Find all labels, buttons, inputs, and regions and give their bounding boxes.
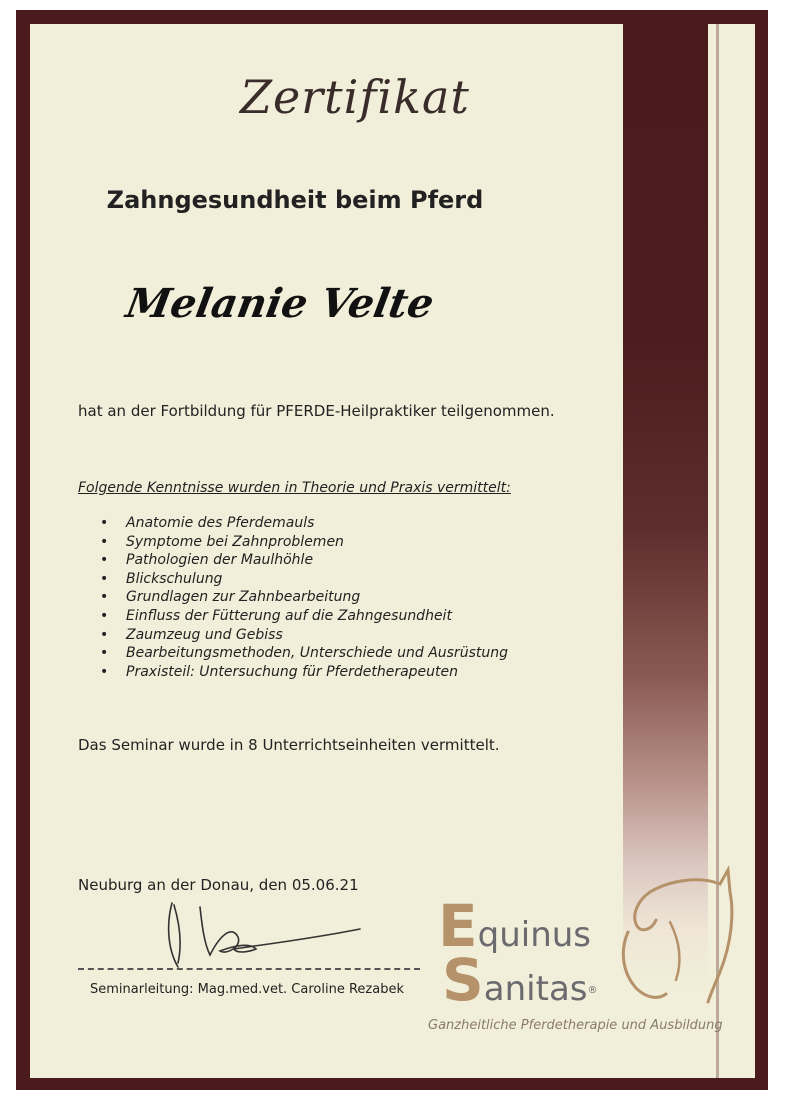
place-and-date: Neuburg an der Donau, den 05.06.21 <box>78 876 359 894</box>
bullet: • <box>100 607 109 624</box>
list-item <box>98 533 598 552</box>
topic-text: Anatomie des Pferdemauls <box>126 515 315 531</box>
list-item <box>98 514 598 533</box>
horse-head-icon <box>610 862 740 1012</box>
registered-mark: ® <box>587 985 598 996</box>
bullet: • <box>100 533 109 550</box>
bullet: • <box>100 589 109 606</box>
topic-text: Blickschulung <box>126 570 223 587</box>
course-title: Zahngesundheit beim Pferd <box>106 186 484 214</box>
certificate-title: Zertifikat <box>240 70 470 124</box>
logo-rest-quinus: quinus <box>477 915 592 955</box>
topic-text: Einfluss der Fütterung auf die Zahngesundheit <box>126 607 452 624</box>
list-item <box>98 644 598 663</box>
topics-list <box>98 514 598 681</box>
logo-cap-s: S <box>442 946 484 1014</box>
topic-text: Zaumzeug und Gebiss <box>126 626 283 643</box>
bullet: • <box>100 570 109 587</box>
list-item <box>98 626 598 645</box>
signature-scribble <box>160 895 420 975</box>
topic-text: Praxisteil: Untersuchung für Pferdetherapeuten <box>126 663 459 680</box>
equinus-sanitas-logo <box>420 862 740 1052</box>
bullet: • <box>100 645 109 662</box>
list-item <box>98 663 598 682</box>
participation-text: hat an der Fortbildung für PFERDE-Heilpraktiker teilgenommen. <box>78 402 555 420</box>
bullet: • <box>100 552 109 569</box>
bullet: • <box>100 515 109 531</box>
logo-rest-anitas: anitas <box>483 969 588 1009</box>
recipient-name: Melanie Velte <box>122 280 438 327</box>
seminar-summary: Das Seminar wurde in 8 Unterrichtseinheiten vermittelt. <box>78 736 500 754</box>
topic-text: Grundlagen zur Zahnbearbeitung <box>126 589 361 606</box>
instructor-line: Seminarleitung: Mag.med.vet. Caroline Rezabek <box>90 982 404 997</box>
logo-tagline: Ganzheitliche Pferdetherapie und Ausbildung <box>428 1018 723 1033</box>
topic-text: Pathologien der Maulhöhle <box>126 552 314 569</box>
topic-text: Symptome bei Zahnproblemen <box>126 533 344 550</box>
bullet: • <box>100 663 109 680</box>
topics-heading: Folgende Kenntnisse wurden in Theorie und Praxis vermittelt: <box>78 480 511 496</box>
logo-cap-e: E <box>438 892 478 960</box>
bullet: • <box>100 626 109 643</box>
topic-text: Bearbeitungsmethoden, Unterschiede und Ausrüstung <box>126 645 508 662</box>
list-item <box>98 570 598 589</box>
list-item <box>98 551 598 570</box>
logo-word-sanitas <box>442 946 598 1014</box>
signature-line <box>78 968 420 970</box>
list-item <box>98 588 598 607</box>
list-item <box>98 607 598 626</box>
